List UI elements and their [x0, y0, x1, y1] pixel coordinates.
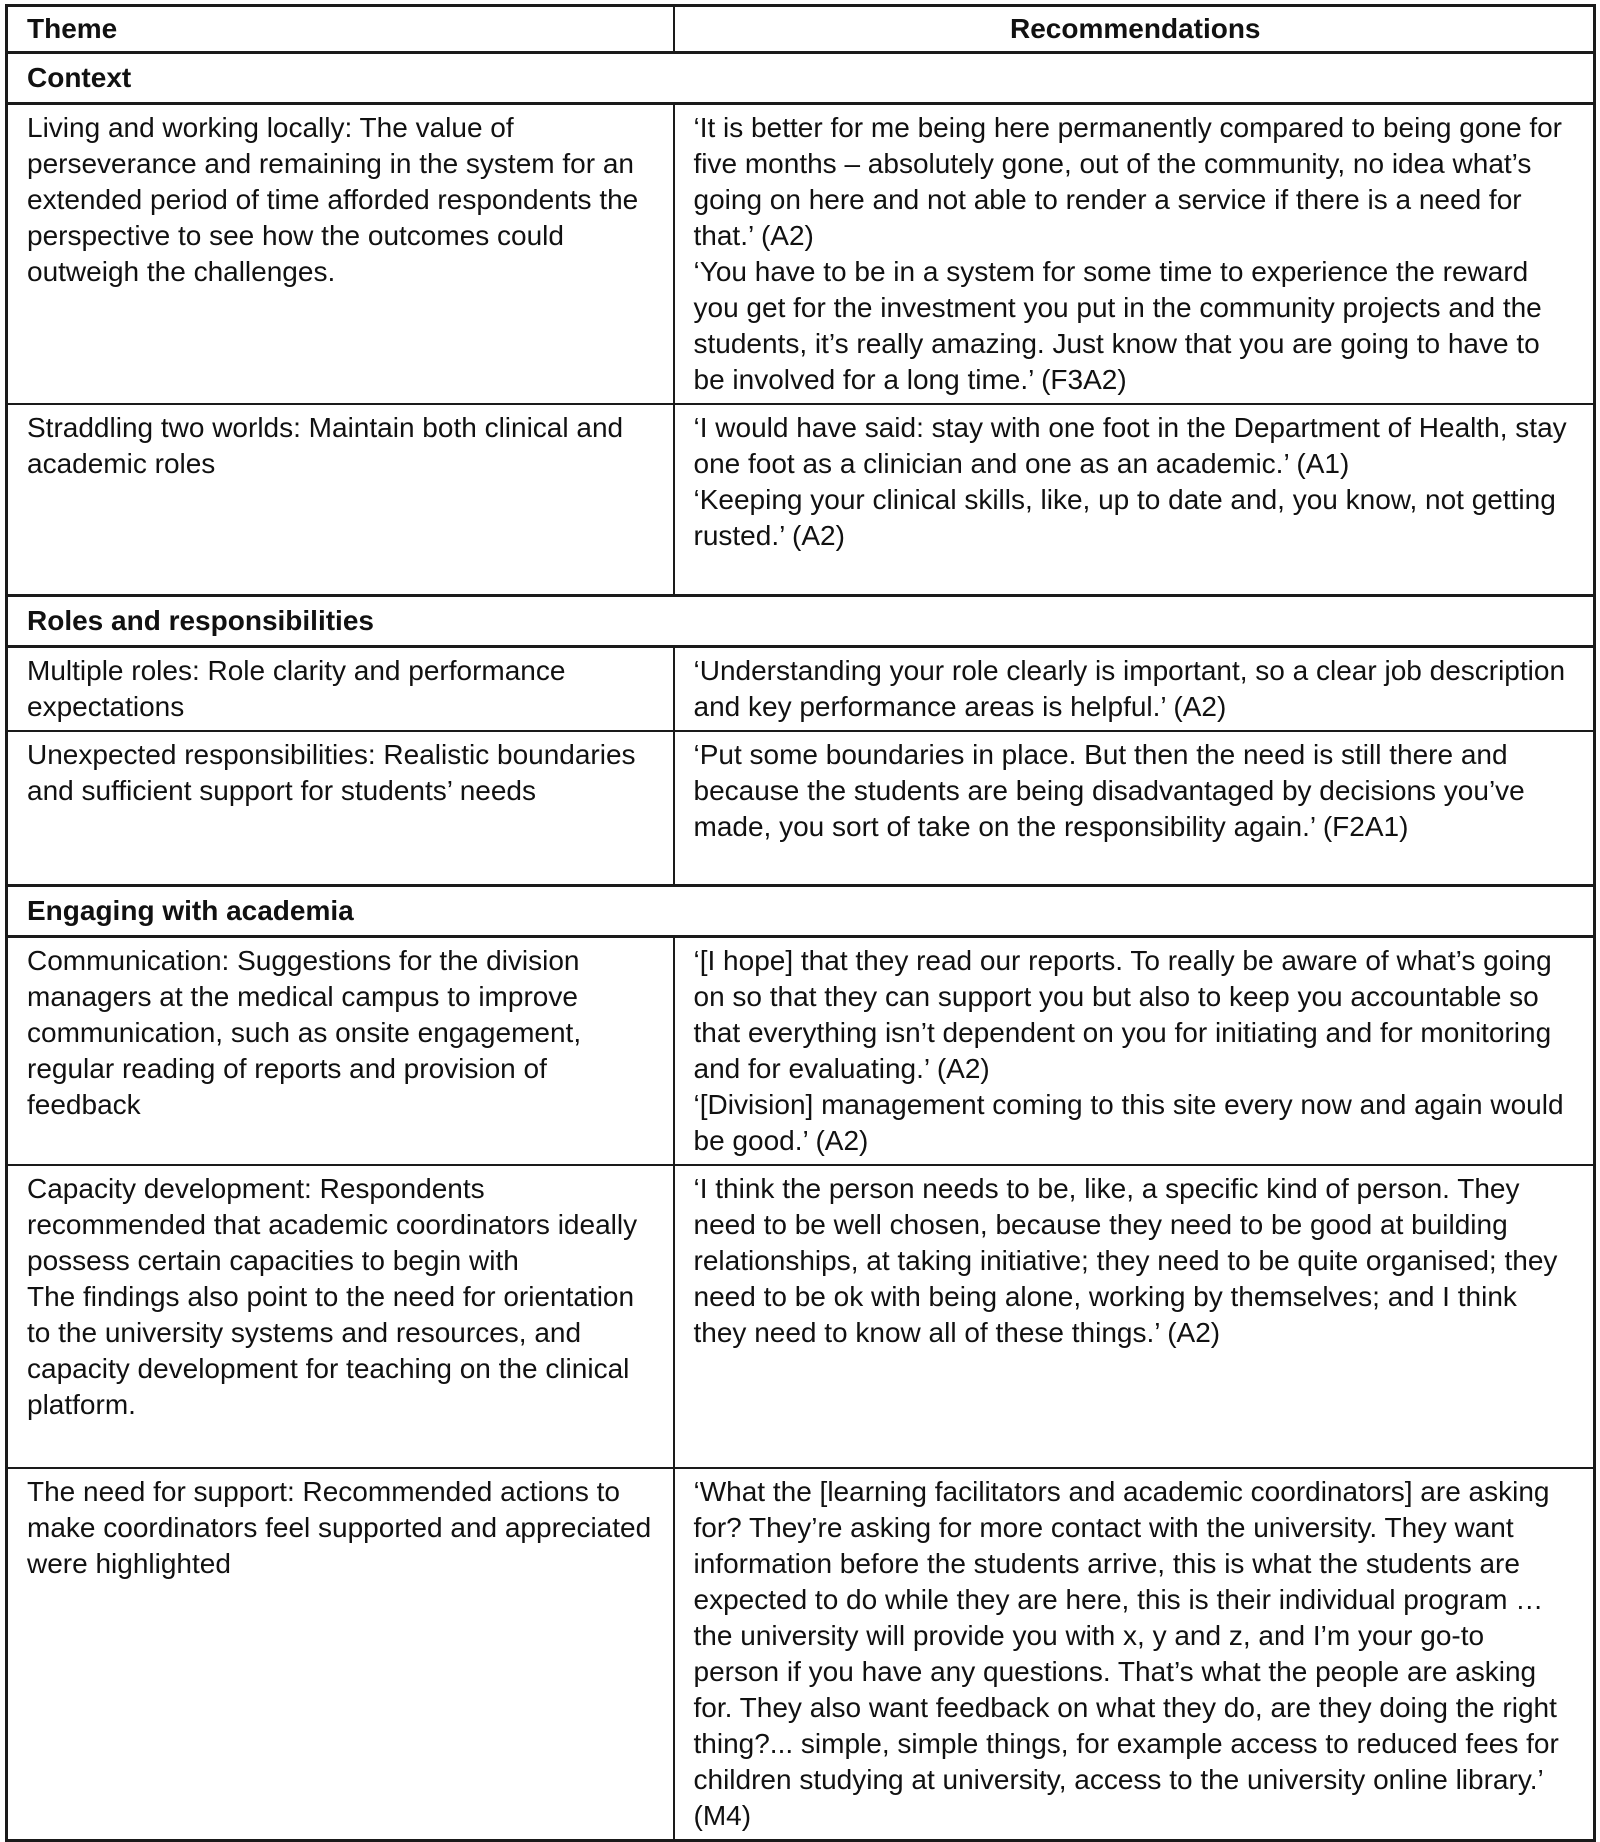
quote-text: ‘It is better for me being here permanently compared to being gone for five months – absolutely gone, out of the community, no idea what’s going on here and not able to render a service if there is a need for that.’ (A2) [693, 112, 1562, 251]
recommendations-cell [674, 937, 1595, 1166]
theme-text: Communication: Suggestions for the division managers at the medical campus to improve communication, such as onsite engagement, regular reading of reports and provision of feedback [27, 945, 582, 1120]
table-row [7, 404, 1595, 595]
section-title-academia: Engaging with academia [7, 886, 1595, 937]
quote-text: ‘[I hope] that they read our reports. To really be aware of what’s going on so that they can support you but also to keep you accountable so that everything isn’t dependent on you for initiating and for monitoring and for evaluating.’ (A2) [693, 945, 1552, 1084]
section-title-context: Context [7, 53, 1595, 104]
table-row [7, 937, 1595, 1166]
recommendations-cell [674, 104, 1595, 405]
quote-text: ‘What the [learning facilitators and academic coordinators] are asking for? They’re asking for more contact with the university. They want information before the students arrive, this is what the students are expected to do while they are here, this is their individual program … the university will provide you with x, y and z, and I’m your go-to person if you have any questions. That’s what the people are asking for. They also want feedback on what they do, are they doing the right thing?... simple, simple things, for example access to reduced fees for children studying at university, access to the university online library.’ (M4) [693, 1476, 1559, 1831]
recommendations-cell [674, 731, 1595, 886]
section-header-row-roles [7, 595, 1595, 646]
table-row [7, 104, 1595, 405]
theme-cell [7, 1165, 674, 1468]
table-row [7, 1165, 1595, 1468]
theme-text: The findings also point to the need for orientation to the university systems and resources, and capacity development for teaching on the clinical platform. [27, 1281, 635, 1420]
column-header-theme: Theme [7, 6, 674, 53]
quote-text: ‘I would have said: stay with one foot in the Department of Health, stay one foot as a clinician and one as an academic.’ (A1) [693, 412, 1567, 479]
recommendations-cell [674, 404, 1595, 595]
theme-text: The need for support: Recommended actions to make coordinators feel supported and appreciated were highlighted [27, 1476, 652, 1579]
quote-text: ‘I think the person needs to be, like, a specific kind of person. They need to be well chosen, because they need to be good at building relationships, at taking initiative; they need to be quite organised; they need to be ok with being alone, working by themselves; and I think they need to know all of these things.’ (A2) [693, 1173, 1558, 1348]
theme-cell [7, 646, 674, 731]
theme-text: Capacity development: Respondents recommended that academic coordinators ideally possess certain capacities to begin with [27, 1173, 638, 1276]
theme-text: Unexpected responsibilities: Realistic boundaries and sufficient support for students’ needs [27, 738, 636, 806]
theme-cell [7, 404, 674, 595]
section-title-roles: Roles and responsibilities [7, 595, 1595, 646]
theme-text: Straddling two worlds: Maintain both clinical and academic roles [27, 412, 624, 479]
quote-text: ‘Put some boundaries in place. But then the need is still there and because the students are being disadvantaged by decisions you’ve made, you sort of take on the responsibility again.’ (F2A1) [693, 738, 1525, 842]
theme-text: Living and working locally: The value of perseverance and remaining in the system for an extended period of time afforded respondents the perspective to see how the outcomes could outweigh the challenges. [27, 112, 639, 287]
table-header-row [7, 6, 1595, 53]
table-row [7, 731, 1595, 886]
theme-cell [7, 731, 674, 886]
quote-text: ‘Understanding your role clearly is important, so a clear job description and key performance areas is helpful.’ (A2) [693, 654, 1566, 722]
recommendations-cell [674, 1468, 1595, 1841]
recommendations-cell [674, 1165, 1595, 1468]
table-row [7, 646, 1595, 731]
column-header-recommendations: Recommendations [674, 6, 1595, 53]
quote-text: ‘You have to be in a system for some time to experience the reward you get for the investment you put in the community projects and the students, it’s really amazing. Just know that you are going to have to be involved for a long time.’ (F3A2) [693, 256, 1542, 395]
theme-cell [7, 104, 674, 405]
table-row [7, 1468, 1595, 1841]
quote-text: ‘[Division] management coming to this site every now and again would be good.’ (A2) [693, 1089, 1564, 1156]
recommendations-cell [674, 646, 1595, 731]
theme-text: Multiple roles: Role clarity and performance expectations [27, 654, 566, 722]
quote-text: ‘Keeping your clinical skills, like, up to date and, you know, not getting rusted.’ (A2) [693, 484, 1556, 551]
section-header-row-context [7, 53, 1595, 104]
section-header-row-academia [7, 886, 1595, 937]
theme-recommendations-table [5, 4, 1596, 1842]
theme-cell [7, 1468, 674, 1841]
theme-cell [7, 937, 674, 1166]
